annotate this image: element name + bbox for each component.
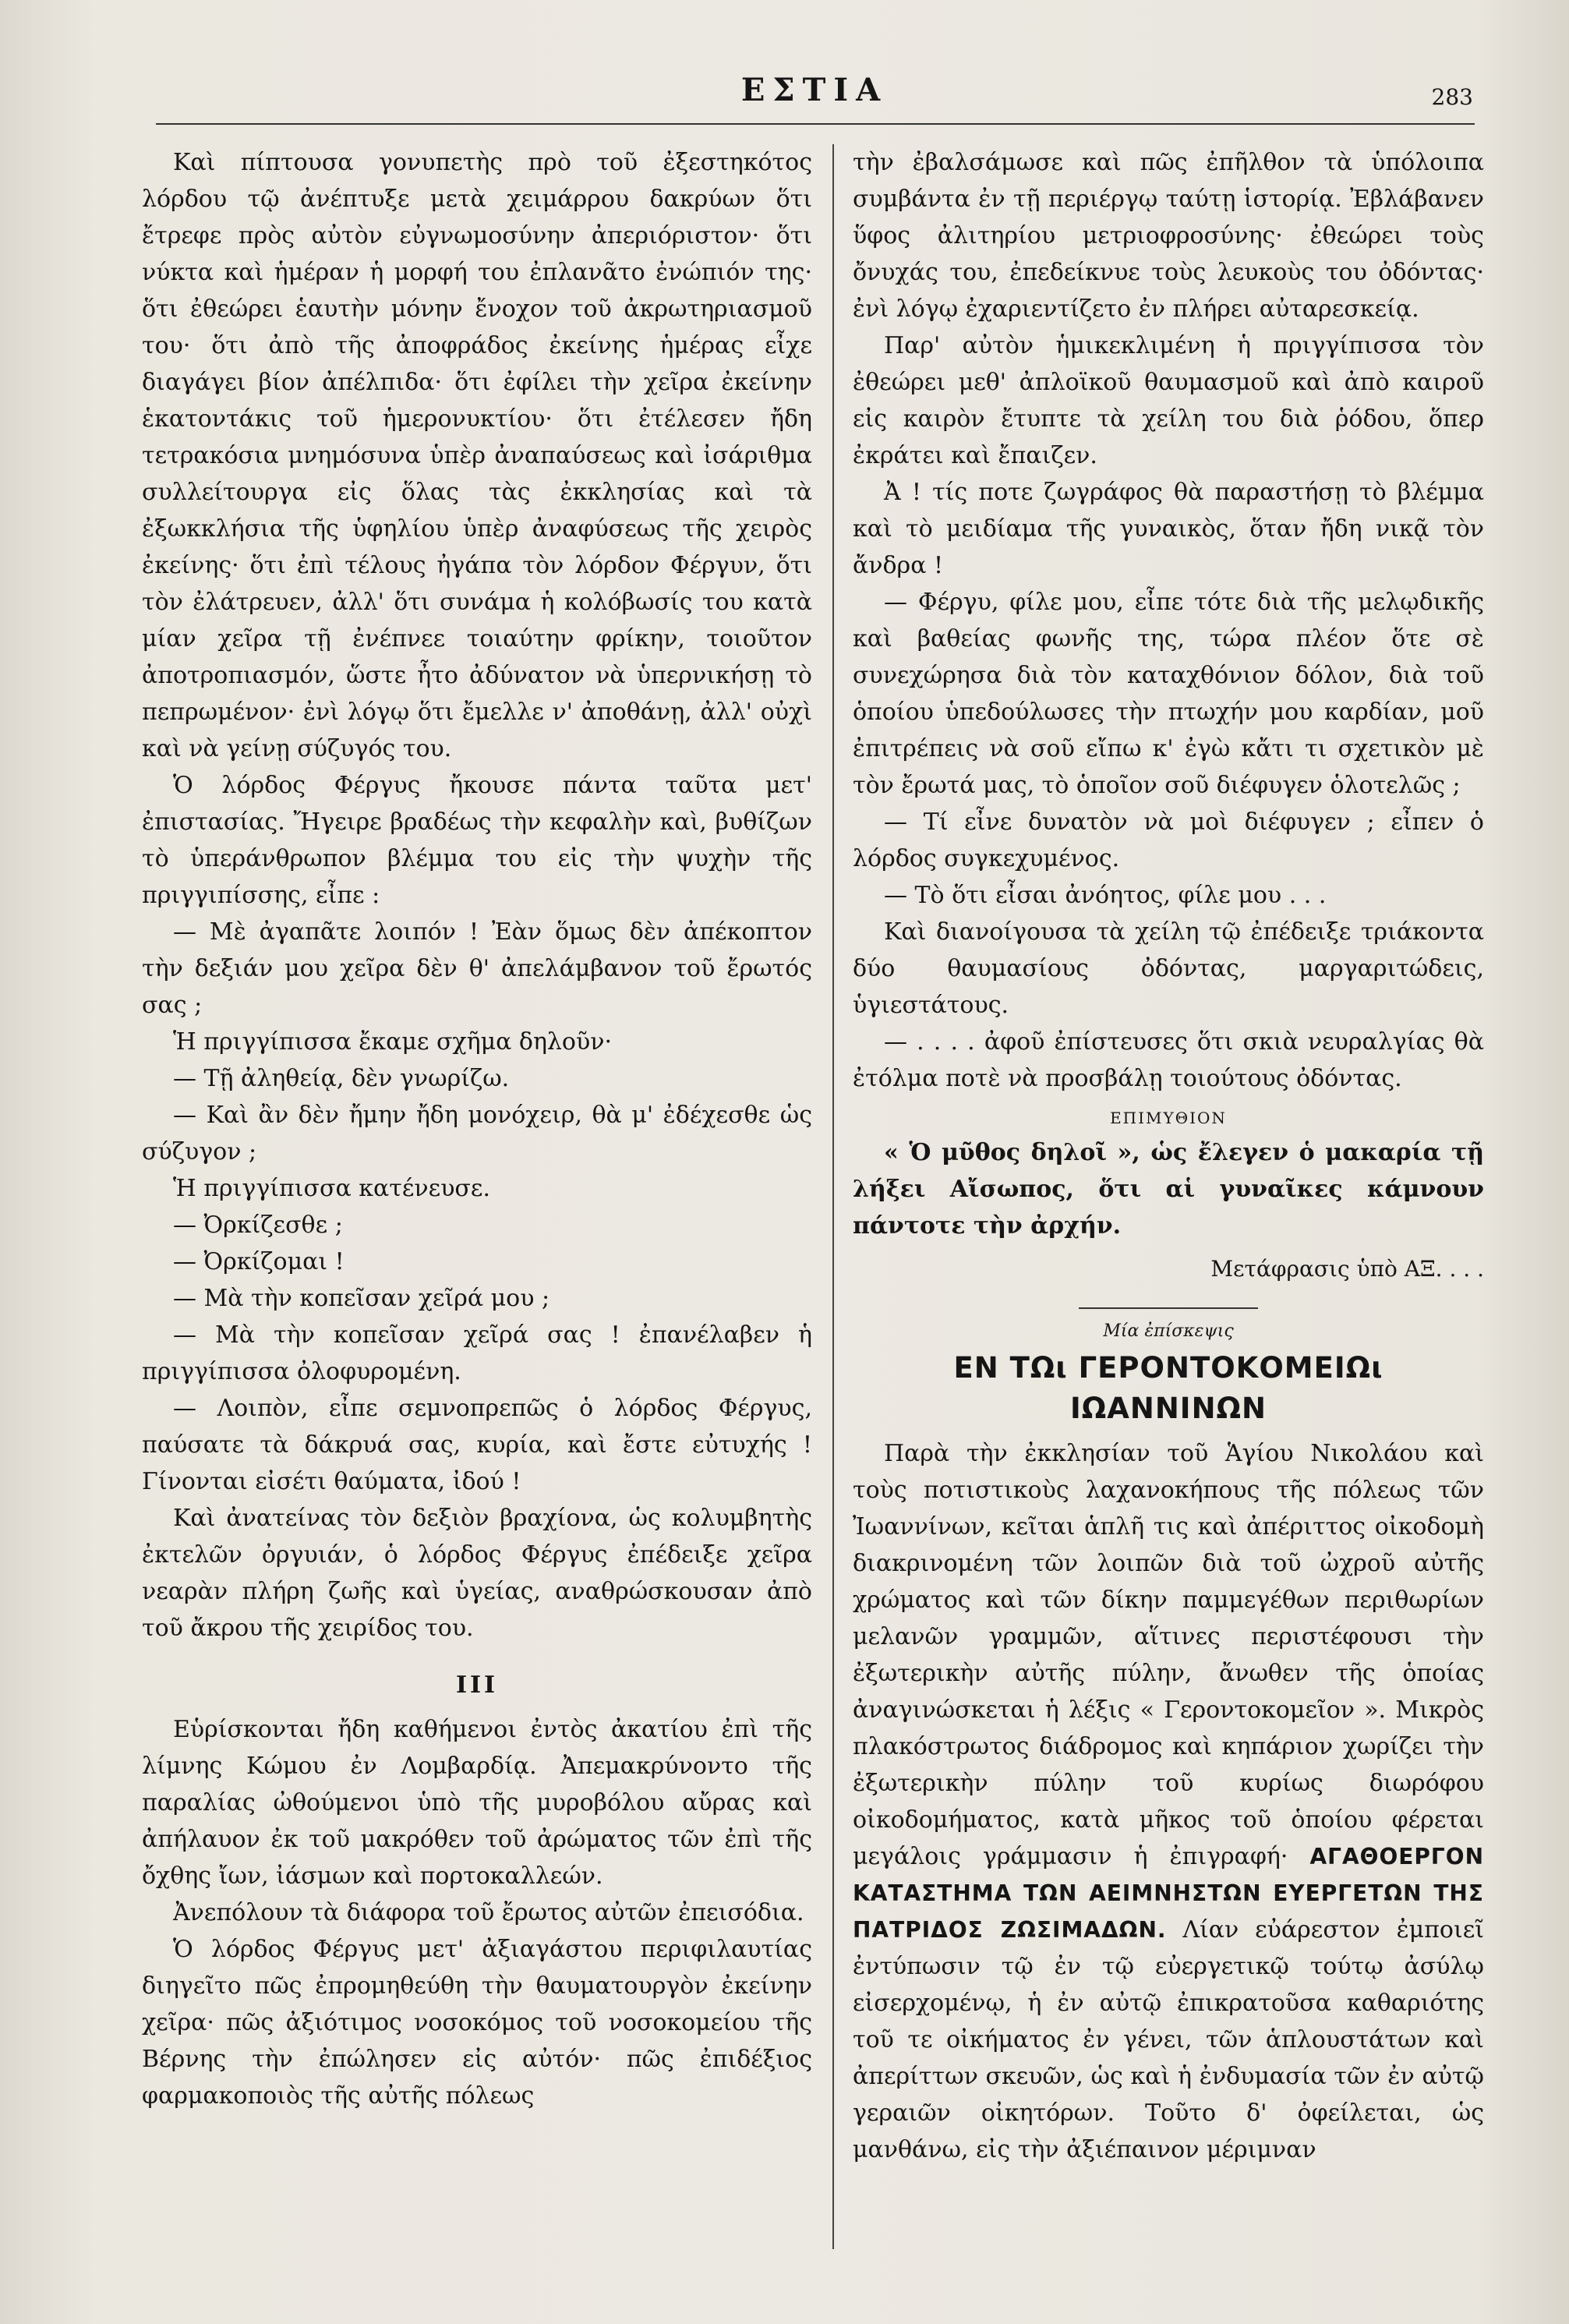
moral-heading: ΕΠΙΜΥΘΙΟΝ (1110, 1109, 1227, 1127)
article-body (853, 1435, 1484, 2168)
article-title: ΕΝ ΤΩι ΓΕΡΟΝΤΟΚΟΜΕΙΩι ΙΩΑΝΝΙΝΩΝ (953, 1351, 1383, 1425)
dialogue-line: — Μὰ τὴν κοπεῖσαν χεῖρά σας ! ἐπανέλαβεν ἡ πριγγίπισσα ὀλοφυρομένη. (142, 1321, 812, 1385)
article-body-end: Λίαν εὐάρεστον ἐμποιεῖ ἐντύπωσιν τῷ ἐν τῷ εὐεργετικῷ τούτῳ ἀσύλῳ εἰσερχομένῳ, ἡ ἐν αὐτῷ ἐπικρατοῦσα καθαριότης τοῦ τε οἰκήματος ἐν γένει, τῶν ἁπλουστάτων καὶ ἀπερίττων σκευῶν, ὡς καὶ ἡ ἐνδυμασία τῶν ἐν αὐτῷ γεραιῶν οἰκητόρων. Τοῦτο δ' ὀφείλεται, ὡς μανθάνω, εἰς τὴν ἀξιέπαινον μέριμναν (853, 1916, 1485, 2163)
section-rule (1079, 1307, 1258, 1309)
running-title: ΕΣΤΙΑ (740, 72, 889, 108)
paragraph: Παρ' αὐτὸν ἡμικεκλιμένη ἡ πριγγίπισσα τὸν ἐθεώρει μεθ' ἀπλοϊκοῦ θαυμασμοῦ καὶ ἀπὸ καιροῦ εἰς καιρὸν ἔτυπτε τὰ χείλη του διὰ ῥόδου, ὅπερ ἐκράτει καὶ ἔπαιζεν. (853, 332, 1484, 469)
dialogue-line: — . . . . ἀφοῦ ἐπίστευσες ὅτι σκιὰ νευραλγίας θὰ ἐτόλμα ποτὲ νὰ προσβάλῃ τοιούτους ὀδόντας. (853, 1028, 1484, 1092)
column-divider (832, 144, 834, 2249)
dialogue-line: — Λοιπὸν, εἶπε σεμνοπρεπῶς ὁ λόρδος Φέργυς, παύσατε τὰ δάκρυά σας, κυρία, καὶ ἔστε εὐτυχής ! Γίνονται εἰσέτι θαύματα, ἰδού ! (142, 1395, 812, 1495)
translator-signature: Μετάφρασις ὑπὸ ΑΞ. . . . (1210, 1256, 1484, 1282)
paragraph: Ἡ πριγγίπισσα ἔκαμε σχῆμα δηλοῦν· (173, 1028, 612, 1056)
paragraph: τὴν ἐβαλσάμωσε καὶ πῶς ἐπῆλθον τὰ ὑπόλοιπα συμβάντα ἐν τῇ περιέργῳ ταύτῃ ἱστορίᾳ. Ἐβλάβανεν ὕφος ἀλιτηρίου μετριοφροσύνης· ἐθεώρει τοὺς ὄνυχάς του, ἐπεδείκνυε τοὺς λευκοὺς του ὀδόντας· ἐνὶ λόγῳ ἐχαριεντίζετο ἐν πλήρει αὐταρεσκείᾳ. (853, 149, 1484, 323)
dialogue-line: — Ὀρκίζεσθε ; (173, 1212, 343, 1239)
paragraph: Ὁ λόρδος Φέργυς μετ' ἀξιαγάστου περιφιλαυτίας διηγεῖτο πῶς ἐπρομηθεύθη τὴν θαυματουργὸν ἐκείνην χεῖρα· πῶς ἀξιότιμος νοσοκόμος τοῦ νοσοκομείου τῆς Βέρνης τὴν ἐπώλησεν εἰς αὐτόν· πῶς ἐπιδέξιος φαρμακοποιὸς τῆς αὐτῆς πόλεως (142, 1936, 812, 2110)
right-column (853, 144, 1484, 2168)
dialogue-line: — Φέργυ, φίλε μου, εἶπε τότε διὰ τῆς μελῳδικῆς καὶ βαθείας φωνῆς της, τώρα πλέον ὅτε σὲ συνεχώρησα διὰ τὸν καταχθόνιον δόλον, διὰ τοῦ ὁποίου ὑπεδούλωσες τὴν πτωχήν μου καρδίαν, μοῦ ἐπιτρέπεις νὰ σοῦ εἴπω κ' ἐγὼ κἄτι τι σχετικὸν μὲ τὸν ἔρωτά μας, τὸ ὁποῖον σοῦ διέφυγεν ὁλοτελῶς ; (853, 589, 1484, 799)
paragraph: Καὶ πίπτουσα γονυπετὴς πρὸ τοῦ ἐξεστηκότος λόρδου τῷ ἀνέπτυξε μετὰ χειμάρρου δακρύων ὅτι ἔτρεφε πρὸς αὐτὸν εὐγνωμοσύνην ἀπεριόριστον· ὅτι νύκτα καὶ ἡμέραν ἡ μορφή του ἐπλανᾶτο ἐνώπιόν της· ὅτι ἐθεώρει ἑαυτὴν μόνην ἔνοχον τοῦ ἀκρωτηριασμοῦ του· ὅτι ἀπὸ τῆς ἀποφράδος ἐκείνης ἡμέρας εἶχε διαγάγει βίον ἀπέλπιδα· ὅτι ἐφίλει τὴν χεῖρα ἐκείνην ἑκατοντάκις τοῦ ἡμερονυκτίου· ὅτι ἐτέλεσεν ἤδη τετρακόσια μνημόσυνα ὑπὲρ ἀναπαύσεως καὶ ἰσάριθμα συλλείτουργα εἰς ὅλας τὰς ἐκκλησίας καὶ τὰ ἐξωκκλήσια τῆς ὑφηλίου ὑπὲρ ἀναφύσεως τῆς χειρὸς ἐκείνης· ὅτι ἐπὶ τέλους ἠγάπα τὸν λόρδον Φέργυν, ὅτι τὸν ἐλάτρευεν, ἀλλ' ὅτι συνάμα ἡ κολόβωσίς του κατὰ μίαν χεῖρα τῇ ἐνέπνεε τοιαύτην φρίκην, τοιοῦτον ἀποτροπιασμόν, ὥστε ἦτο ἀδύνατον νὰ ὑπερνικήσῃ τὸ πεπρωμένον· ἐνὶ λόγῳ ὅτι ἔμελλε ν' ἀποθάνῃ, ἀλλ' οὐχὶ καὶ νὰ γείνῃ σύζυγός του. (142, 149, 812, 762)
paragraph: Καὶ ἀνατείνας τὸν δεξιὸν βραχίονα, ὡς κολυμβητὴς ἐκτελῶν ὀργυιάν, ὁ λόρδος Φέργυς ἐπέδειξε χεῖρα νεαρὰν πλήρη ζωῆς καὶ ὑγείας, αναθρώσκουσαν ἀπὸ τοῦ ἄκρου τῆς χειρίδος του. (142, 1505, 812, 1642)
article-kicker: Μία ἐπίσκεψις (1103, 1321, 1234, 1341)
paragraph: Εὑρίσκονται ἤδη καθήμενοι ἐντὸς ἀκατίου ἐπὶ τῆς λίμνης Κώμου ἐν Λομβαρδίᾳ. Ἀπεμακρύνοντο τῆς παραλίας ὠθούμενοι ὑπὸ τῆς μυροβόλου αὔρας καὶ ἀπήλαυον ἐκ τοῦ μακρόθεν τοῦ ἀρώματος τῶν ἐπὶ τῆς ὄχθης ἴων, ἰάσμων καὶ πορτοκαλλεών. (142, 1716, 812, 1890)
dialogue-line: — Μὰ τὴν κοπεῖσαν χεῖρά μου ; (173, 1285, 550, 1312)
page-number: 283 (1431, 84, 1473, 110)
dialogue-line: — Καὶ ἂν δὲν ἤμην ἤδη μονόχειρ, θὰ μ' ἐδέχεσθε ὡς σύζυγον ; (142, 1102, 812, 1166)
paragraph: Ἀνεπόλουν τὰ διάφορα τοῦ ἔρωτος αὐτῶν ἐπεισόδια. (173, 1899, 804, 1926)
paragraph: Ἡ πριγγίπισσα κατένευσε. (173, 1175, 490, 1202)
moral-text: « Ὁ μῦθος δηλοῖ », ὡς ἔλεγεν ὁ μακαρία τῇ λήξει Αἴσωπος, ὅτι αἱ γυναῖκες κάμνουν πάντοτε τὴν ἀρχήν. (853, 1139, 1484, 1240)
paragraph: Καὶ διανοίγουσα τὰ χείλη τῷ ἐπέδειξε τριάκοντα δύο θαυμασίους ὀδόντας, μαργαριτώδεις, ὑγιεστάτους. (853, 918, 1484, 1019)
dialogue-line: — Τῇ ἀληθείᾳ, δὲν γνωρίζω. (173, 1065, 510, 1092)
paragraph: Ἀ ! τίς ποτε ζωγράφος θὰ παραστήσῃ τὸ βλέμμα καὶ τὸ μειδίαμα τῆς γυναικὸς, ὅταν ἤδη νικᾷ τὸν ἄνδρα ! (853, 479, 1484, 579)
dialogue-line: — Τί εἶνε δυνατὸν νὰ μοὶ διέφυγεν ; εἶπεν ὁ λόρδος συγκεχυμένος. (853, 808, 1484, 872)
section-mark: ΙΙΙ (455, 1671, 499, 1699)
page-header (156, 72, 1473, 118)
dialogue-line: — Τὸ ὅτι εἶσαι ἀνόητος, φίλε μου . . . (884, 882, 1327, 909)
header-rule (156, 123, 1475, 125)
paragraph: Ὁ λόρδος Φέργυς ἤκουσε πάντα ταῦτα μετ' ἐπιστασίας. Ἤγειρε βραδέως τὴν κεφαλὴν καὶ, βυθίζων τὸ ὑπεράνθρωπον βλέμμα του εἰς τὴν ψυχὴν τῆς πριγγιπίσσης, εἶπε : (142, 772, 812, 909)
dialogue-line: — Μὲ ἀγαπᾶτε λοιπόν ! Ἐὰν ὅμως δὲν ἀπέκοπτον τὴν δεξιάν μου χεῖρα δὲν θ' ἀπελάμβανον τοῦ ἔρωτός σας ; (142, 918, 812, 1019)
article-body-start: Παρὰ τὴν ἐκκλησίαν τοῦ Ἁγίου Νικολάου καὶ τοὺς ποτιστικοὺς λαχανοκήπους τῆς πόλεως τῶν Ἰωαννίνων, κεῖται ἁπλῆ τις καὶ ἀπέριττος οἰκοδομὴ διακρινομένη τῶν λοιπῶν διὰ τοῦ ὠχροῦ αὐτῆς χρώματος καὶ τῶν δίκην παμμεγέθων περιθωρίων μελανῶν γραμμῶν, αἵτινες περιστέφουσι τὴν ἐξωτερικὴν αὐτῆς πύλην, ἄνωθεν τῆς ὁποίας ἀναγινώσκεται ἡ λέξις « Γεροντοκομεῖον ». Μικρὸς πλακόστρωτος διάδρομος καὶ κηπάριον χωρίζει τὴν ἐξωτερικὴν πύλην τοῦ κυρίως διωρόφου οἰκοδομήματος, κατὰ μῆκος τοῦ ὁποίου φέρεται μεγάλοις γράμμασιν ἡ ἐπιγραφή· (853, 1440, 1484, 1870)
inscription: ΑΓΑΘΟΕΡΓΟΝ ΚΑΤΑΣΤΗΜΑ ΤΩΝ ΑΕΙΜΝΗΣΤΩΝ ΕΥΕΡΓΕΤΩΝ ΤΗΣ ΠΑΤΡΙΔΟΣ ΖΩΣΙΜΑΔΩΝ. (853, 1844, 1484, 1943)
dialogue-line: — Ὀρκίζομαι ! (173, 1248, 345, 1275)
left-column (142, 144, 812, 2114)
